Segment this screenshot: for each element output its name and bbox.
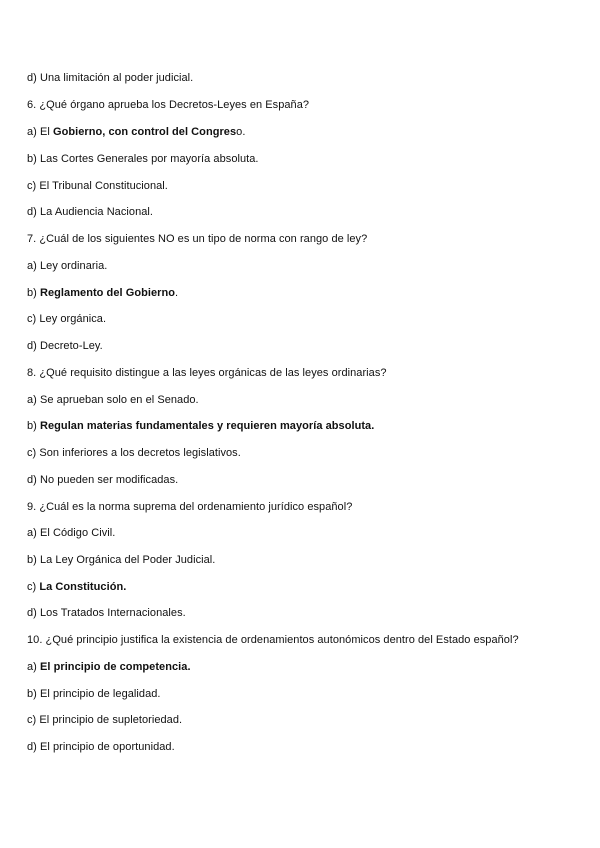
answer-8d: d) No pueden ser modificadas. (27, 474, 179, 486)
answer-7c: c) Ley orgánica. (27, 313, 107, 325)
answer-10b: b) El principio de legalidad. (27, 688, 161, 700)
answer-7a: a) Ley ordinaria. (27, 260, 108, 272)
answer-6d: d) La Audiencia Nacional. (27, 206, 153, 218)
answer-10a: a) El principio de competencia. (27, 661, 191, 673)
answer-6d-prev: d) Una limitación al poder judicial. (27, 72, 194, 84)
answer-8a: a) Se aprueban solo en el Senado. (27, 394, 199, 406)
answer-9b: b) La Ley Orgánica del Poder Judicial. (27, 554, 216, 566)
question-9: 9. ¿Cuál es la norma suprema del ordenamiento jurídico español? (27, 501, 353, 513)
answer-8b: b) Regulan materias fundamentales y requieren mayoría absoluta. (27, 420, 375, 432)
answer-9d: d) Los Tratados Internacionales. (27, 607, 186, 619)
answer-6a: a) El Gobierno, con control del Congreso. (27, 126, 246, 138)
answer-6b: b) Las Cortes Generales por mayoría absoluta. (27, 153, 259, 165)
answer-8c: c) Son inferiores a los decretos legislativos. (27, 447, 241, 459)
question-6: 6. ¿Qué órgano aprueba los Decretos-Leyes en España? (27, 99, 310, 111)
answer-9c: c) La Constitución. (27, 581, 127, 593)
answer-10c: c) El principio de supletoriedad. (27, 714, 183, 726)
question-7: 7. ¿Cuál de los siguientes NO es un tipo de norma con rango de ley? (27, 233, 368, 245)
answer-7b: b) Reglamento del Gobierno. (27, 287, 179, 299)
answer-9a: a) El Código Civil. (27, 527, 116, 539)
answer-6c: c) El Tribunal Constitucional. (27, 180, 168, 192)
answer-10d: d) El principio de oportunidad. (27, 741, 175, 753)
question-8: 8. ¿Qué requisito distingue a las leyes orgánicas de las leyes ordinarias? (27, 367, 387, 379)
question-10: 10. ¿Qué principio justifica la existencia de ordenamientos autonómicos dentro del Estado español? (27, 634, 519, 646)
answer-7d: d) Decreto-Ley. (27, 340, 103, 352)
